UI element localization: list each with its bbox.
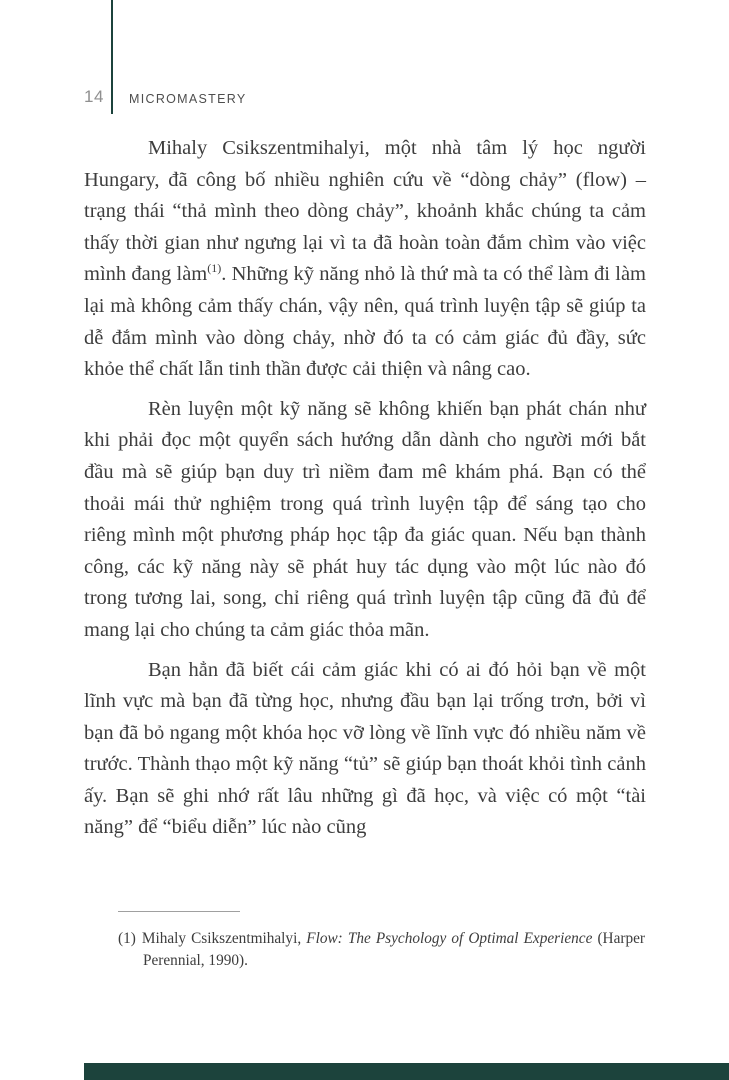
paragraph-1 bbox=[84, 133, 646, 386]
paragraph-1-text-continued: . Những kỹ năng nhỏ là thứ mà ta có thể làm đi làm lại mà không cảm thấy chán, vậy nên, quá trình luyện tập sẽ giúp ta dễ đắm mình vào dòng chảy, nhờ đó ta có cảm giác đủ đầy, sức khỏe thể chất lẫn tinh thần được cải thiện và nâng cao. bbox=[84, 263, 646, 381]
paragraph-1-text: Mihaly Csikszentmihalyi, một nhà tâm lý học người Hungary, đã công bố nhiều nghiên cứu về “dòng chảy” (flow) – trạng thái “thả mình theo dòng chảy”, khoảnh khắc chúng ta cảm thấy thời gian như ngưng lại vì ta đã hoàn toàn đắm chìm vào việc mình đang làm bbox=[84, 137, 646, 286]
bottom-accent-bar bbox=[84, 1063, 729, 1080]
paragraph-2: Rèn luyện một kỹ năng sẽ không khiến bạn phát chán như khi phải đọc một quyển sách hướng dẫn dành cho người mới bắt đầu mà sẽ giúp bạn duy trì niềm đam mê khám phá. Bạn có thể thoải mái thử nghiệm trong quá trình luyện tập để sáng tạo cho riêng mình một phương pháp học tập đa giác quan. Nếu bạn thành công, các kỹ năng này sẽ phát huy tác dụng vào một lúc nào đó trong tương lai, song, chỉ riêng quá trình luyện tập cũng đã đủ để mang lại cho chúng ta cảm giác thỏa mãn. bbox=[84, 397, 646, 641]
footnote bbox=[118, 928, 645, 971]
footnote-book-title: Flow: The Psychology of Optimal Experience bbox=[306, 930, 593, 947]
footnote-author: Mihaly Csikszentmihalyi, bbox=[141, 930, 307, 947]
page-number: 14 bbox=[84, 87, 104, 106]
footnote-separator bbox=[118, 911, 240, 912]
footnote-reference: (1) bbox=[207, 261, 222, 276]
footnote-publisher: (Harper Perennial, 1990). bbox=[143, 930, 645, 969]
header-vertical-rule bbox=[111, 0, 113, 114]
footnote-marker: (1) bbox=[118, 930, 136, 947]
body-text bbox=[84, 133, 646, 844]
running-title: MICROMASTERY bbox=[129, 92, 247, 106]
paragraph-3: Bạn hẳn đã biết cái cảm giác khi có ai đó hỏi bạn về một lĩnh vực mà bạn đã từng học, nhưng đầu bạn lại trống trơn, bởi vì bạn đã bỏ ngang một khóa học vỡ lòng về lĩnh vực đó nhiều năm về trước. Thành thạo một kỹ năng “tủ” sẽ giúp bạn thoát khỏi tình cảnh ấy. Bạn sẽ ghi nhớ rất lâu những gì đã học, và việc có một “tài năng” để “biểu diễn” lúc nào cũng bbox=[84, 658, 646, 839]
